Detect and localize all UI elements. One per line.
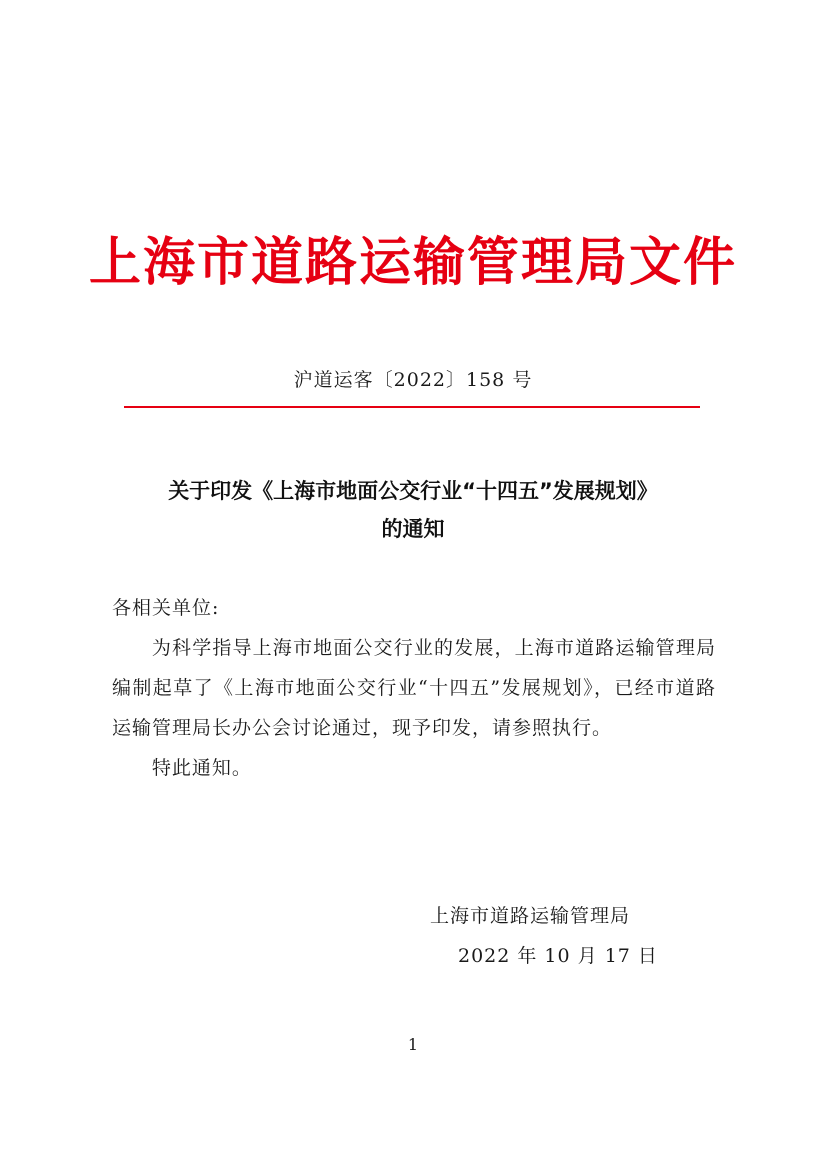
salutation: 各相关单位: [112, 597, 220, 619]
red-divider-line [124, 406, 700, 408]
notice-title [100, 472, 726, 548]
notice-title-line-1: 关于印发《上海市地面公交行业“十四五”发展规划》 [168, 479, 658, 503]
page-number: 1 [407, 1035, 419, 1054]
notice-title-line-2: 的通知 [381, 517, 445, 541]
issuing-organization: 上海市道路运输管理局 [430, 905, 631, 927]
masthead-title: 上海市道路运输管理局文件 [88, 232, 737, 293]
body-paragraph: 为科学指导上海市地面公交行业的发展，上海市道路运输管理局编制起草了《上海市地面公交行业“十四五”发展规划》，已经市道路运输管理局长办公会讨论通过，现予印发，请参照执行。 [112, 637, 716, 739]
signature-block [420, 896, 680, 976]
closing-line: 特此通知。 [151, 757, 252, 779]
document-number: 沪道运客〔2022〕158 号 [293, 369, 533, 391]
notice-body [112, 588, 716, 788]
issue-date: 2022 年 10 月 17 日 [458, 945, 658, 967]
